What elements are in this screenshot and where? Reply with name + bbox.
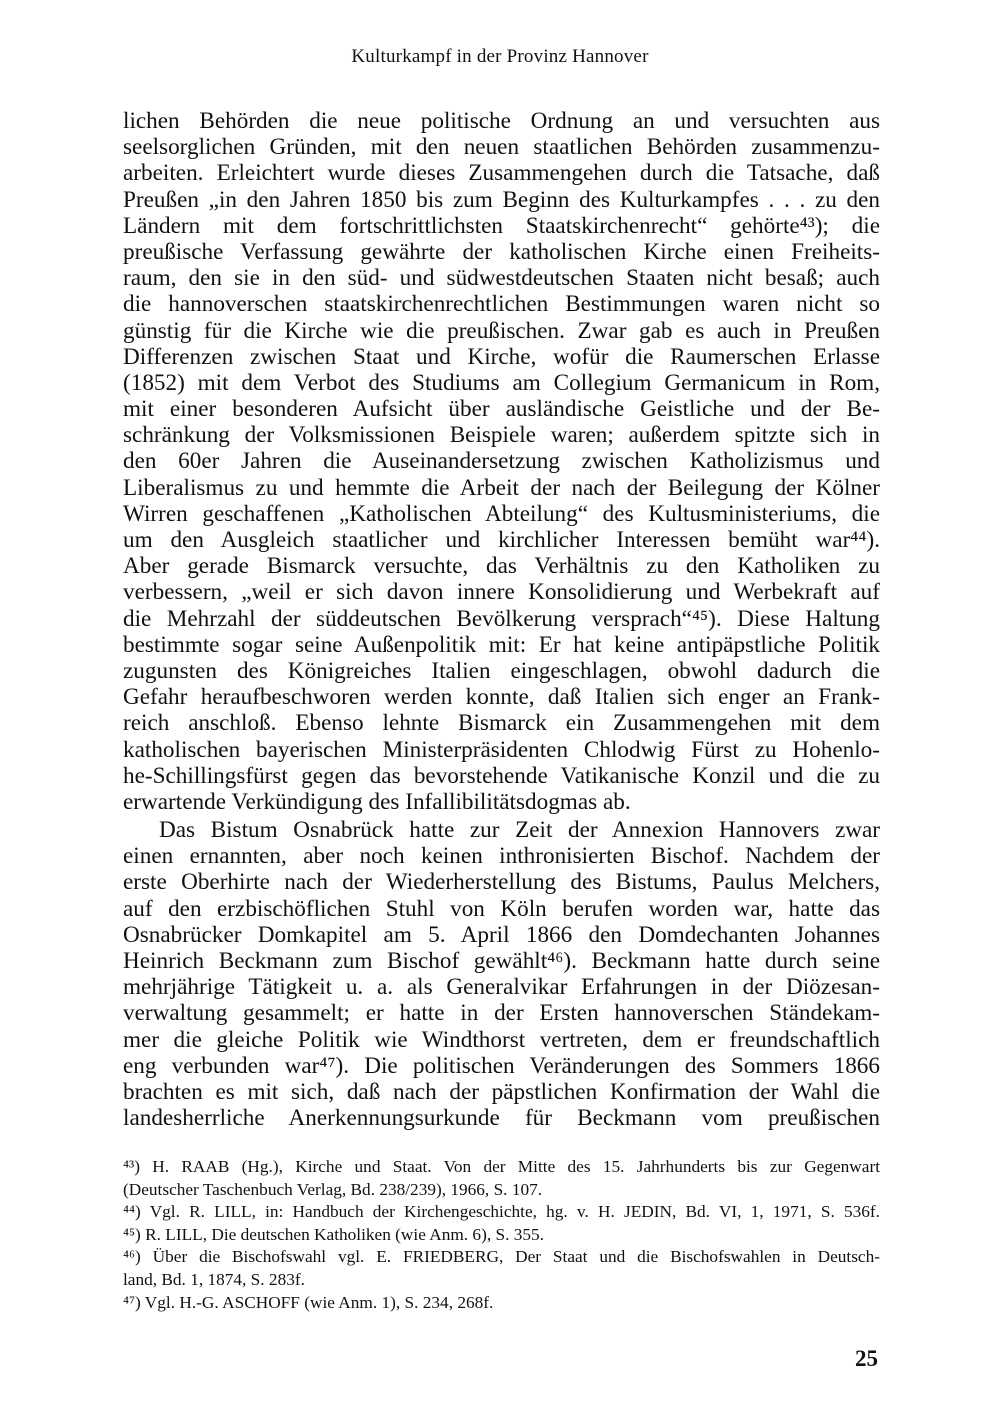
text-line: schränkung der Volksmissionen Beispiele waren; außerdem spitzte sich in [123, 422, 880, 449]
footnotes [123, 1156, 880, 1314]
text-line: preußische Verfassung gewährte der katholischen Kirche einen Freiheits- [123, 238, 880, 265]
footnote-45: ⁴⁵) R. LILL, Die deutschen Katholiken (wie Anm. 6), S. 355. [123, 1224, 544, 1244]
text-line: mer die gleiche Politik wie Windthorst vertreten, dem er freundschaftlich [123, 1026, 880, 1053]
text-line: lichen Behörden die neue politische Ordnung an und versuchten aus [123, 108, 880, 134]
paragraph-1 [123, 108, 880, 815]
text-line: die hannoverschen staatskirchenrechtlichen Bestimmungen waren nicht so [123, 291, 880, 318]
footnote-44: ⁴⁴) Vgl. R. LILL, in: Handbuch der Kirchengeschichte, hg. v. H. JEDIN, Bd. VI, 1, 1971, S. 536f. [123, 1202, 880, 1222]
text-line: Osnabrücker Domkapitel am 5. April 1866 den Domdechanten Johannes [123, 921, 880, 948]
text-line: die Mehrzahl der süddeutschen Bevölkerung versprach“⁴⁵). Diese Haltung [123, 605, 880, 632]
text-line: landesherrliche Anerkennungsurkunde für Beckmann vom preußischen [123, 1105, 880, 1132]
text-line: Das Bistum Osnabrück hatte zur Zeit der Annexion Hannovers zwar [159, 817, 880, 844]
text-line: Aber gerade Bismarck versuchte, das Verhältnis zu den Katholiken zu [123, 553, 880, 580]
text-line: mehrjährige Tätigkeit u. a. als Generalvikar Erfahrungen in der Diözesan- [123, 974, 880, 1001]
text-line: reich anschloß. Ebenso lehnte Bismarck ein Zusammengehen mit dem [123, 710, 880, 737]
text-line: raum, den sie in den süd- und südwestdeutschen Staaten nicht besaß; auch [123, 265, 880, 292]
text-line: arbeiten. Erleichtert wurde dieses Zusammengehen durch die Tatsache, daß [123, 160, 880, 187]
text-line: Preußen „in den Jahren 1850 bis zum Beginn des Kulturkampfes . . . zu den [123, 186, 880, 213]
text-line: einen ernannten, aber noch keinen inthronisierten Bischof. Nachdem der [123, 843, 880, 870]
text-line: mit einer besonderen Aufsicht über ausländische Geistliche und der Be- [123, 396, 880, 423]
text-line: seelsorglichen Gründen, mit den neuen staatlichen Behörden zusammenzu- [123, 134, 880, 161]
main-text [123, 108, 880, 1131]
text-line: verbessern, „weil er sich davon innere Konsolidierung und Werbekraft auf [123, 579, 880, 606]
text-line: (1852) mit dem Verbot des Studiums am Collegium Germanicum in Rom, [123, 369, 880, 396]
text-line: erste Oberhirte nach der Wiederherstellung des Bistums, Paulus Melchers, [123, 869, 880, 896]
text-line: zugunsten des Königreiches Italien eingeschlagen, obwohl dadurch die [123, 657, 880, 684]
text-line: erwartende Verkündigung des Infallibilitätsdogmas ab. [123, 788, 631, 815]
text-line: Gefahr heraufbeschworen werden konnte, daß Italien sich enger an Frank- [123, 684, 880, 711]
text-line: bestimmte sogar seine Außenpolitik mit: Er hat keine antipäpstliche Politik [123, 631, 880, 658]
paragraph-2 [123, 817, 880, 1131]
text-line: eng verbunden war⁴⁷). Die politischen Veränderungen des Sommers 1866 [123, 1052, 880, 1079]
text-line: Ländern mit dem fortschrittlichsten Staatskirchenrecht“ gehörte⁴³); die [123, 212, 880, 239]
running-head: Kulturkampf in der Provinz Hannover [351, 46, 649, 67]
text-line: günstig für die Kirche wie die preußischen. Zwar gab es auch in Preußen [123, 317, 880, 344]
text-line: Liberalismus zu und hemmte die Arbeit der nach der Beilegung der Kölner [123, 474, 880, 501]
text-line: he-Schillingsfürst gegen das bevorstehende Vatikanische Konzil und die zu [123, 762, 880, 789]
text-line: Differenzen zwischen Staat und Kirche, wofür die Raumerschen Erlasse [123, 343, 880, 370]
text-line: brachten es mit sich, daß nach der päpstlichen Konfirmation der Wahl die [123, 1078, 880, 1105]
text-line: auf den erzbischöflichen Stuhl von Köln berufen worden war, hatte das [123, 895, 880, 922]
footnote-46: ⁴⁶) Über die Bischofswahl vgl. E. FRIEDBERG, Der Staat und die Bischofswahlen in Deutsch- [123, 1247, 880, 1267]
text-line: Wirren geschaffenen „Katholischen Abteilung“ des Kultusministeriums, die [123, 500, 880, 527]
text-line: um den Ausgleich staatlicher und kirchlicher Interessen bemüht war⁴⁴). [123, 527, 880, 553]
text-line: den 60er Jahren die Auseinandersetzung zwischen Katholizismus und [123, 448, 880, 475]
text-line: katholischen bayerischen Ministerpräsidenten Chlodwig Fürst zu Hohenlo- [123, 736, 880, 763]
footnote-47: ⁴⁷) Vgl. H.-G. ASCHOFF (wie Anm. 1), S. 234, 268f. [123, 1292, 494, 1312]
footnote-46-continued: land, Bd. 1, 1874, S. 283f. [123, 1269, 305, 1289]
footnote-43: ⁴³) H. RAAB (Hg.), Kirche und Staat. Von der Mitte des 15. Jahrhunderts bis zur Gegenwart [123, 1157, 880, 1176]
page-number: 25 [855, 1346, 878, 1371]
footnote-43-continued: (Deutscher Taschenbuch Verlag, Bd. 238/239), 1966, S. 107. [123, 1179, 543, 1199]
text-line: verwaltung gesammelt; er hatte in der Ersten hannoverschen Ständekam- [123, 1000, 880, 1027]
text-line: Heinrich Beckmann zum Bischof gewählt⁴⁶). Beckmann hatte durch seine [123, 948, 880, 974]
